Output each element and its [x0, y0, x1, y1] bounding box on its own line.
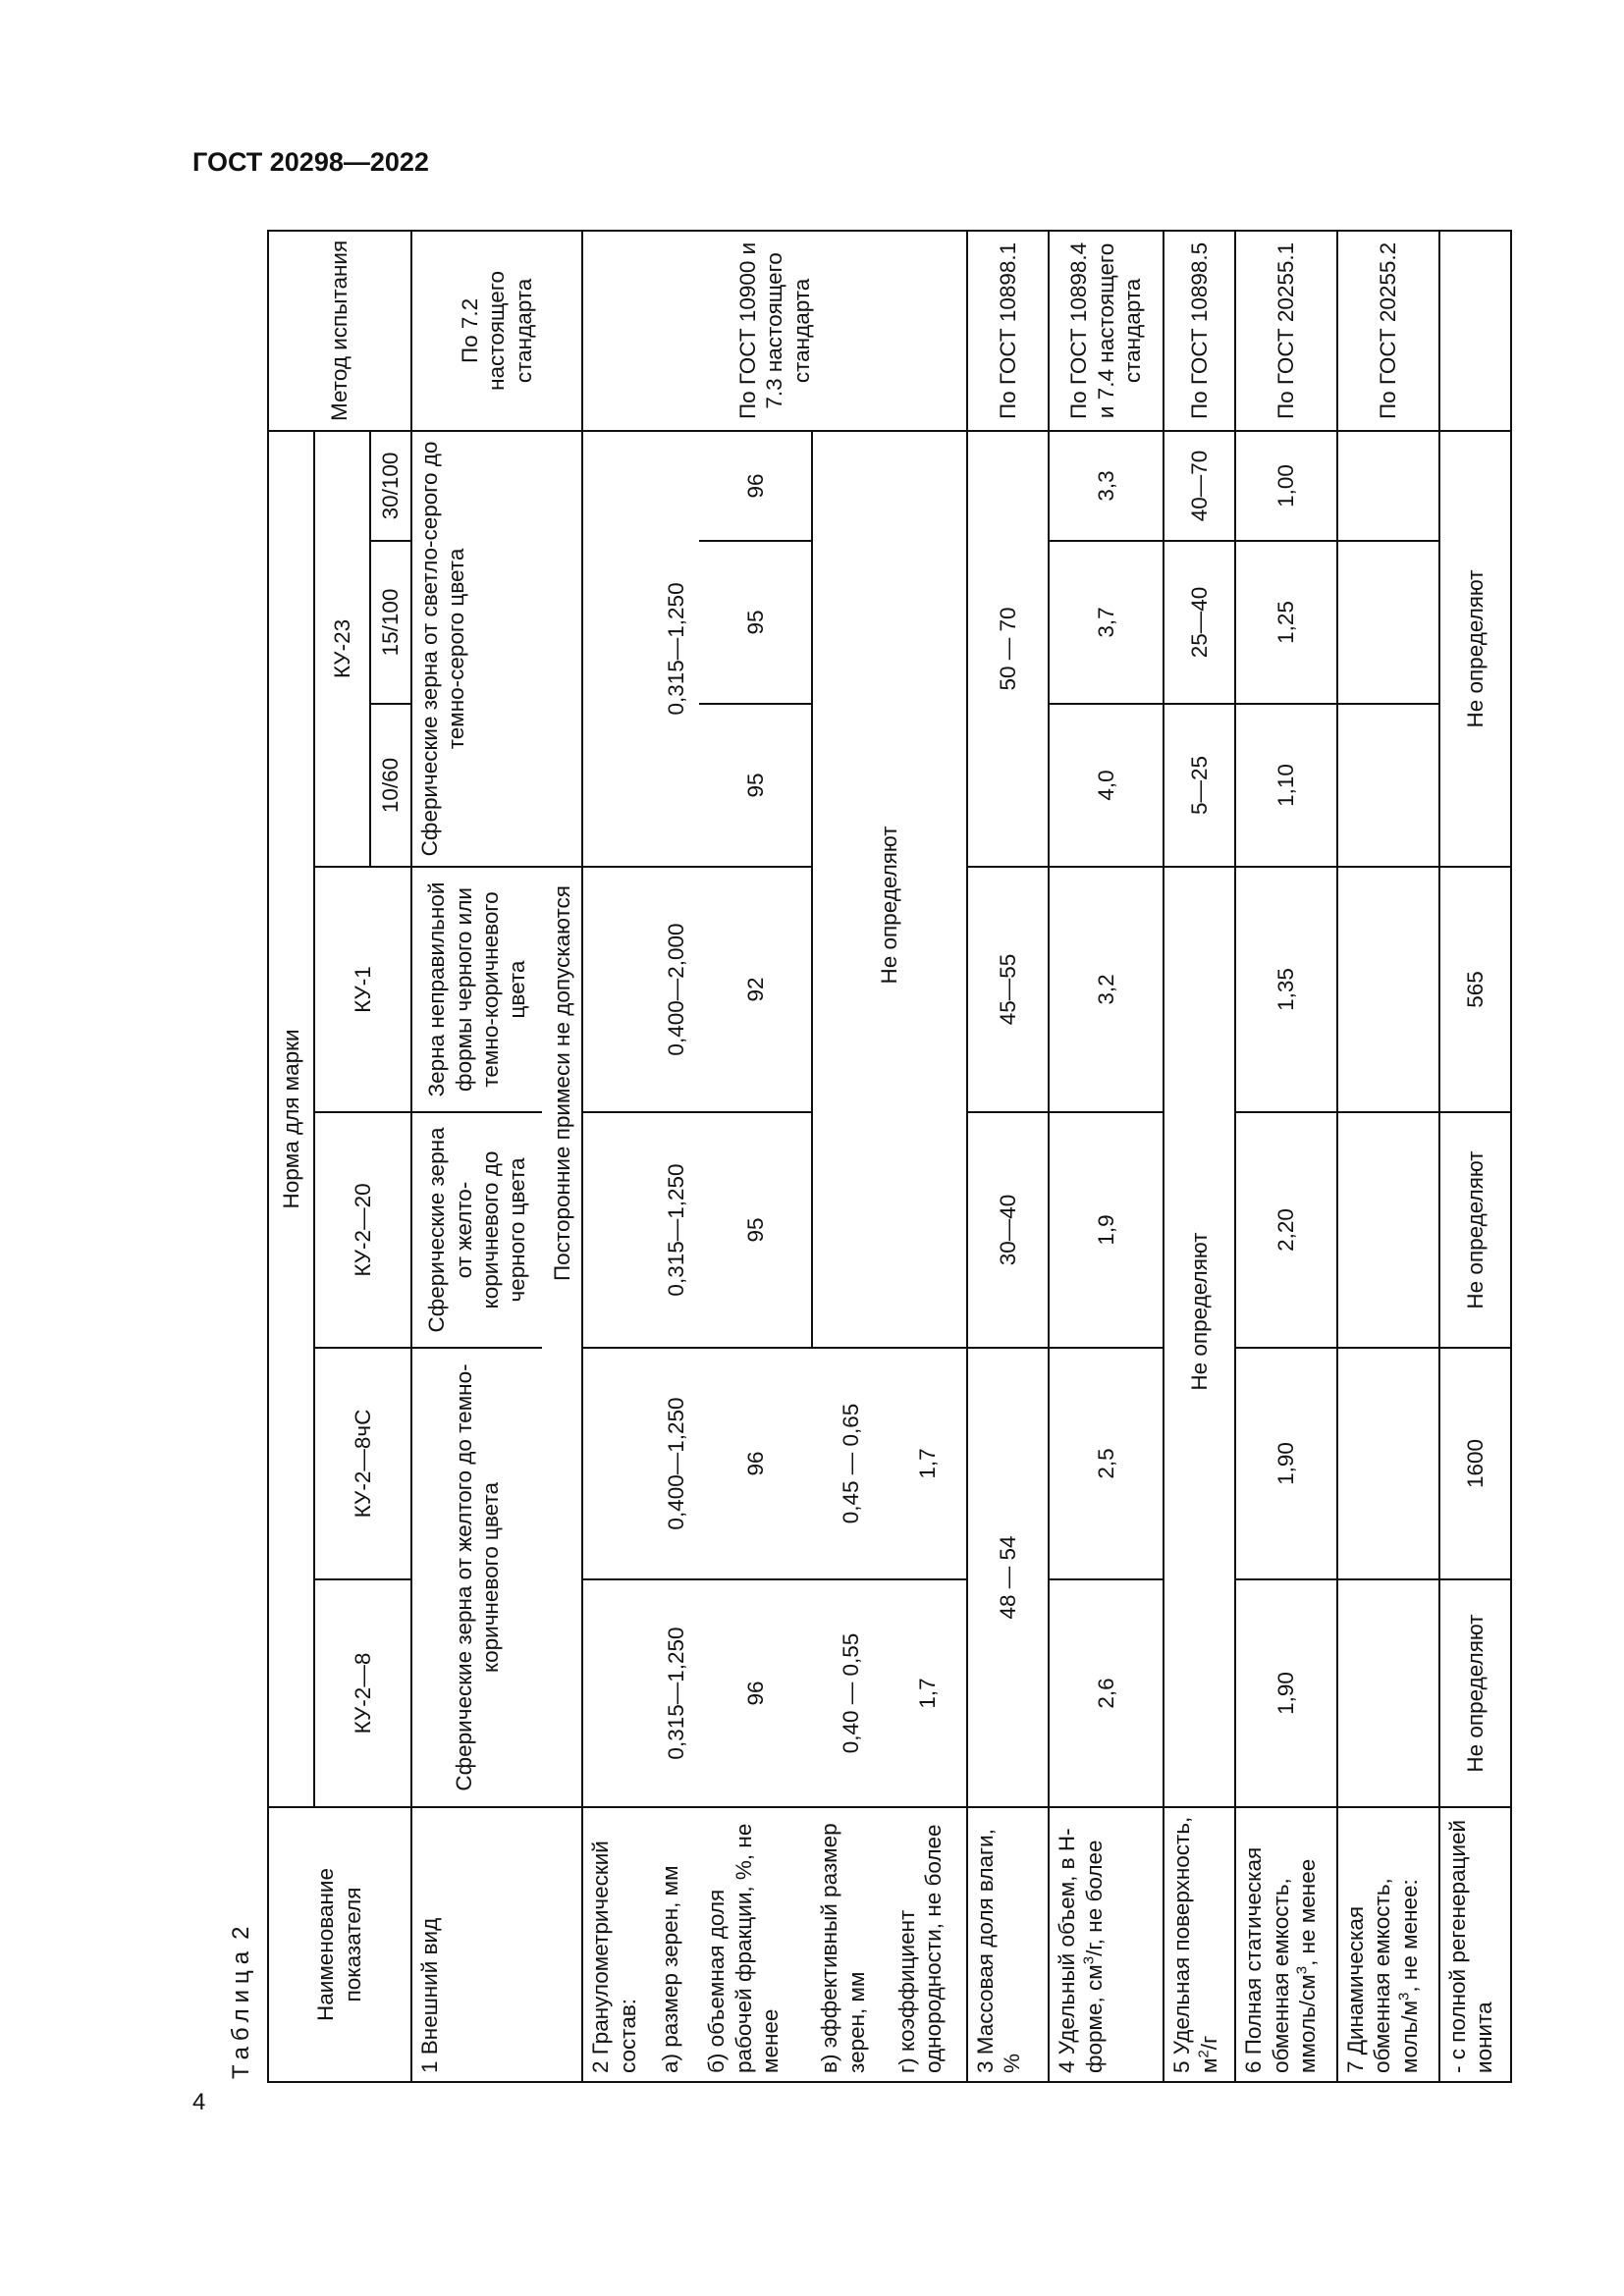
header-ku2-8: КУ-2—8 — [314, 1579, 410, 1807]
caption-number: 2 — [228, 1926, 254, 1940]
moisture-ku2-8-8chs: 48 — 54 — [967, 1348, 1049, 1807]
volume-fraction-ku2-8: 96 — [699, 1579, 812, 1807]
specific-volume-ku23-10-60: 4,0 — [1049, 704, 1164, 867]
row-grain-size-name: а) размер зерен, мм — [653, 1807, 699, 2082]
row-uniformity-name: г) коэффициент однородности, не более — [890, 1807, 967, 2082]
header-method: Метод испытания — [268, 231, 411, 431]
specific-volume-ku23-30-100: 3,3 — [1049, 431, 1164, 541]
grain-size-ku2-8: 0,315—1,250 — [653, 1579, 699, 1807]
appearance-ku2-20: Сферические зерна от желто-коричневого до черного цвета — [411, 1112, 543, 1348]
volume-fraction-ku2-8chs: 96 — [699, 1348, 812, 1579]
full-regeneration-ku1: 565 — [1439, 867, 1511, 1112]
full-regeneration-ku23: Не определяют — [1439, 431, 1511, 867]
static-capacity-ku2-20: 2,20 — [1235, 1112, 1337, 1348]
table-caption — [228, 1927, 255, 2079]
header-ku23: КУ-23 — [314, 431, 369, 867]
row-moisture-name: 3 Массовая доля влаги, % — [967, 1807, 1049, 2082]
volume-fraction-ku1: 92 — [699, 867, 812, 1112]
specific-volume-method: По ГОСТ 10898.4 и 7.4 настоящего стандарта — [1049, 231, 1164, 431]
header-ku23-30-100: 30/100 — [370, 431, 411, 541]
header-norm: Норма для марки — [268, 431, 314, 1807]
appearance-ku1: Зерна неправильной формы черного или темно-коричневого цвета — [411, 867, 543, 1112]
volume-fraction-ku23-15-100: 95 — [699, 541, 812, 704]
row-full-regeneration — [1439, 231, 1511, 2082]
specific-volume-ku2-8: 2,6 — [1049, 1579, 1164, 1807]
static-capacity-ku2-8: 1,90 — [1235, 1579, 1337, 1807]
full-regeneration-ku2-8: Не определяют — [1439, 1579, 1511, 1807]
specific-volume-ku23-15-100: 3,7 — [1049, 541, 1164, 704]
appearance-ku23: Сферические зерна от светло-серого до темно-серого цвета — [411, 431, 583, 867]
header-name: Наименование показателя — [268, 1807, 411, 2082]
moisture-method: По ГОСТ 10898.1 — [967, 231, 1049, 431]
surface-ku23-15-100: 25—40 — [1164, 541, 1235, 704]
static-capacity-ku2-8chs: 1,90 — [1235, 1348, 1337, 1579]
appearance-ku2-8-8chs: Сферические зерна от желтого до темно-коричневого цвета — [411, 1348, 543, 1807]
appearance-method: По 7.2 настоящего стандарта — [411, 231, 583, 431]
static-capacity-method: По ГОСТ 20255.1 — [1235, 231, 1337, 431]
header-ku23-10-60: 10/60 — [370, 704, 411, 867]
row-grain-size — [653, 231, 699, 2082]
row-volume-fraction — [699, 231, 812, 2082]
surface-ku23-10-60: 5—25 — [1164, 704, 1235, 867]
specific-volume-ku2-20: 1,9 — [1049, 1112, 1164, 1348]
granulometric-method: По ГОСТ 10900 и 7.3 настоящего стандарта — [582, 231, 966, 431]
row-effective-size-name: в) эффективный размер зерен, мм — [812, 1807, 890, 2082]
grain-size-ku1: 0,400—2,000 — [653, 867, 699, 1112]
grain-size-ku23: 0,315—1,250 — [653, 431, 699, 867]
header-ku2-20: КУ-2—20 — [314, 1112, 410, 1348]
volume-fraction-ku23-10-60: 95 — [699, 704, 812, 867]
uniformity-ku2-8: 1,7 — [890, 1579, 967, 1807]
row-surface-name: 5 Удельная поверхность, $м^2/г$ — [1164, 1807, 1235, 2082]
row-moisture — [967, 231, 1049, 2082]
grain-size-ku2-8chs: 0,400—1,250 — [653, 1348, 699, 1579]
volume-fraction-ku23-30-100: 96 — [699, 431, 812, 541]
document-title: ГОСТ 20298—2022 — [192, 147, 429, 177]
uniformity-ku2-8chs: 1,7 — [890, 1348, 967, 1579]
moisture-ku2-20: 30—40 — [967, 1112, 1049, 1348]
header-ku2-8chs: КУ-2—8чС — [314, 1348, 410, 1579]
static-capacity-ku1: 1,35 — [1235, 867, 1337, 1112]
moisture-ku1: 45—55 — [967, 867, 1049, 1112]
row-effective-size — [812, 231, 890, 2082]
row-volume-fraction-name: б) объемная доля рабочей фракции, %, не менее — [699, 1807, 812, 2082]
dynamic-capacity-method: По ГОСТ 20255.2 — [1337, 231, 1439, 431]
effective-uniformity-not-determined: Не определяют — [812, 431, 967, 1348]
row-static-capacity-name: 6 Полная статическая обменная емкость, ммоль/$см^3$, не менее — [1235, 1807, 1337, 2082]
impurities-spacer — [542, 1579, 582, 1807]
surface-not-determined: Не определяют — [1164, 867, 1235, 1807]
specific-volume-ku2-8chs: 2,5 — [1049, 1348, 1164, 1579]
effective-size-ku2-8: 0,40 — 0,55 — [812, 1579, 890, 1807]
row-dynamic-capacity — [1337, 231, 1439, 2082]
header-row-1 — [268, 231, 314, 2082]
rotated-table-region — [228, 232, 1512, 2083]
spec-table — [267, 230, 1512, 2083]
header-ku1: КУ-1 — [314, 867, 410, 1112]
surface-ku23-30-100: 40—70 — [1164, 431, 1235, 541]
row-granulometric — [582, 231, 653, 2082]
effective-size-ku2-8chs: 0,45 — 0,65 — [812, 1348, 890, 1579]
static-capacity-ku23-30-100: 1,00 — [1235, 431, 1337, 541]
row-granulometric-name: 2 Гранулометрический состав: — [582, 1807, 653, 2082]
row-specific-volume-name: 4 Удельный объем, в Н-форме, $см^3/г$, не более — [1049, 1807, 1164, 2082]
header-row-2 — [314, 231, 369, 2082]
moisture-ku23: 50 — 70 — [967, 431, 1049, 867]
row-appearance — [411, 231, 543, 2082]
static-capacity-ku23-10-60: 1,10 — [1235, 704, 1337, 867]
specific-volume-ku1: 3,2 — [1049, 867, 1164, 1112]
row-surface — [1164, 231, 1235, 2082]
impurities-note: Посторонние примеси не допускаются — [542, 867, 582, 1579]
header-ku23-15-100: 15/100 — [370, 541, 411, 704]
full-regeneration-ku2-20: Не определяют — [1439, 1112, 1511, 1348]
row-dynamic-capacity-name: 7 Динамическая обменная емкость, моль/$м^3$, не менее: — [1337, 1807, 1439, 2082]
row-full-regeneration-name: - с полной регенерацией ионита — [1439, 1807, 1511, 2082]
static-capacity-ku23-15-100: 1,25 — [1235, 541, 1337, 704]
row-appearance-name: 1 Внешний вид — [411, 1807, 583, 2082]
page-number: 4 — [192, 2089, 206, 2115]
surface-method: По ГОСТ 10898.5 — [1164, 231, 1235, 431]
full-regeneration-method — [1439, 231, 1511, 431]
caption-word: Таблица — [228, 1945, 254, 2079]
full-regeneration-ku2-8chs: 1600 — [1439, 1348, 1511, 1579]
grain-size-ku2-20: 0,315—1,250 — [653, 1112, 699, 1348]
row-specific-volume — [1049, 231, 1164, 2082]
row-static-capacity — [1235, 231, 1337, 2082]
volume-fraction-ku2-20: 95 — [699, 1112, 812, 1348]
